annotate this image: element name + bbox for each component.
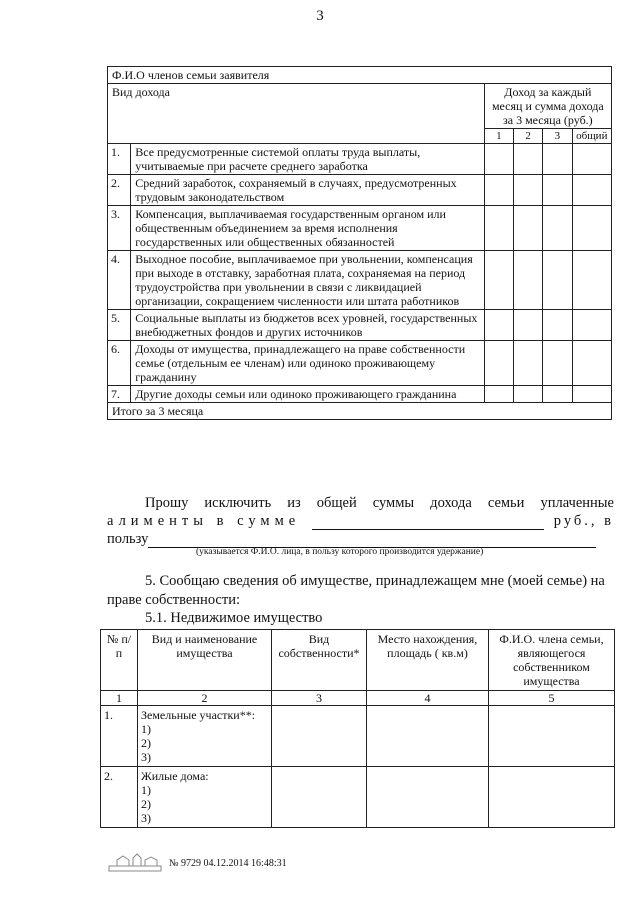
amount-cell[interactable]	[514, 206, 543, 251]
income-type: Доходы от имущества, принадлежащего на праве собственности семье (отдельным ее членам) или одиноко проживающему гражданину	[131, 341, 485, 386]
row-number: 4.	[108, 251, 131, 310]
income-type-header: Вид дохода	[108, 84, 485, 144]
amount-cell[interactable]	[543, 175, 572, 206]
table-row	[101, 706, 615, 767]
registry-stamp-icon	[107, 852, 163, 874]
property-type	[138, 767, 272, 828]
amount-cell[interactable]	[514, 144, 543, 175]
month-col-1: 1	[484, 129, 513, 144]
alimony-beneficiary-label: пользу	[107, 531, 149, 547]
total-cell[interactable]	[572, 341, 611, 386]
amount-cell[interactable]	[484, 251, 513, 310]
amount-cell[interactable]	[543, 206, 572, 251]
list-item: 1)	[141, 783, 151, 797]
row-number: 6.	[108, 341, 131, 386]
total-cell[interactable]	[572, 206, 611, 251]
total-cell[interactable]	[572, 251, 611, 310]
property-table	[100, 629, 615, 828]
owner-cell[interactable]	[489, 706, 615, 767]
amount-cell[interactable]	[543, 310, 572, 341]
amount-cell[interactable]	[484, 341, 513, 386]
footer	[107, 852, 287, 874]
table-row	[101, 767, 615, 828]
amount-cell[interactable]	[484, 206, 513, 251]
amount-cell[interactable]	[543, 341, 572, 386]
section-5-1-title: 5.1. Недвижимое имущество	[145, 610, 323, 626]
total-row: Итого за 3 месяца	[108, 403, 612, 420]
row-number: 3.	[108, 206, 131, 251]
total-cell[interactable]	[572, 144, 611, 175]
amount-cell[interactable]	[514, 386, 543, 403]
month-col-total: общий	[572, 129, 611, 144]
ownership-cell[interactable]	[272, 767, 367, 828]
col-number: 3	[272, 691, 367, 706]
table-row	[108, 386, 612, 403]
page-number: 3	[316, 8, 324, 24]
property-type	[138, 706, 272, 767]
amount-cell[interactable]	[484, 144, 513, 175]
document-reference: № 9729 04.12.2014 16:48:31	[169, 857, 287, 869]
table-row	[108, 251, 612, 310]
location-cell[interactable]	[367, 767, 489, 828]
header-location-area: Место нахождения, площадь ( кв.м)	[367, 630, 489, 691]
alimony-beneficiary-field[interactable]	[148, 533, 596, 548]
amount-cell[interactable]	[543, 251, 572, 310]
owner-cell[interactable]	[489, 767, 615, 828]
income-amount-header: Доход за каждый месяц и сумма дохода за 3 месяца (руб.)	[484, 84, 611, 129]
income-table	[107, 66, 612, 420]
section-5-text	[107, 572, 614, 610]
header-number: № п/п	[101, 630, 138, 691]
amount-cell[interactable]	[514, 341, 543, 386]
income-type: Компенсация, выплачиваемая государственным органом или общественным объединением за время исполнения государственных или общественных обязанностей	[131, 206, 485, 251]
list-item: 3)	[141, 750, 151, 764]
table-row	[108, 175, 612, 206]
ownership-cell[interactable]	[272, 706, 367, 767]
amount-cell[interactable]	[484, 175, 513, 206]
row-number: 2.	[108, 175, 131, 206]
amount-cell[interactable]	[543, 144, 572, 175]
total-cell[interactable]	[572, 175, 611, 206]
amount-cell[interactable]	[514, 251, 543, 310]
property-category: Земельные участки**:	[141, 708, 256, 722]
list-item: 1)	[141, 722, 151, 736]
row-number: 1.	[108, 144, 131, 175]
income-type: Средний заработок, сохраняемый в случаях, предусмотренных трудовым законодательством	[131, 175, 485, 206]
table-row	[108, 310, 612, 341]
beneficiary-caption: (указывается Ф.И.О. лица, в пользу которого производится удержание)	[196, 547, 484, 557]
property-category: Жилые дома:	[141, 769, 209, 783]
total-cell[interactable]	[572, 310, 611, 341]
list-item: 2)	[141, 736, 151, 750]
list-item: 3)	[141, 811, 151, 825]
row-number: 1.	[101, 706, 138, 767]
income-type: Все предусмотренные системой оплаты труда выплаты, учитываемые при расчете среднего заработка	[131, 144, 485, 175]
col-number: 5	[489, 691, 615, 706]
row-number: 7.	[108, 386, 131, 403]
income-type: Другие доходы семьи или одиноко проживающего гражданина	[131, 386, 485, 403]
amount-cell[interactable]	[484, 386, 513, 403]
amount-cell[interactable]	[543, 386, 572, 403]
col-number: 4	[367, 691, 489, 706]
header-property-type: Вид и наименование имущества	[138, 630, 272, 691]
total-cell[interactable]	[572, 386, 611, 403]
section-5-label: 5. Сообщаю сведения об имуществе, принадлежащем мне (моей семье) на праве собственности:	[107, 573, 605, 608]
col-number: 2	[138, 691, 272, 706]
alimony-amount-label: алименты в сумме	[107, 513, 301, 529]
table-row	[108, 144, 612, 175]
amount-cell[interactable]	[484, 310, 513, 341]
amount-cell[interactable]	[514, 175, 543, 206]
month-col-3: 3	[543, 129, 572, 144]
header-owner-name: Ф.И.О. члена семьи, являющегося собственником имущества	[489, 630, 615, 691]
alimony-currency-label: руб., в	[553, 513, 614, 529]
col-number: 1	[101, 691, 138, 706]
amount-cell[interactable]	[514, 310, 543, 341]
alimony-amount-field[interactable]	[312, 515, 544, 530]
row-number: 5.	[108, 310, 131, 341]
alimony-paragraph	[107, 494, 614, 548]
row-number: 2.	[101, 767, 138, 828]
income-type: Выходное пособие, выплачиваемое при увольнении, компенсация при выходе в отставку, заработная плата, сохраняемая на период трудоустройства при увольнении в связи с ликвидацией организации, сокращением численности или штата работников	[131, 251, 485, 310]
table-row	[108, 206, 612, 251]
family-header: Ф.И.О членов семьи заявителя	[108, 67, 612, 84]
alimony-line-1: Прошу исключить из общей суммы дохода семьи уплаченные	[145, 495, 614, 511]
location-cell[interactable]	[367, 706, 489, 767]
income-type: Социальные выплаты из бюджетов всех уровней, государственных внебюджетных фондов и других источников	[131, 310, 485, 341]
table-row	[108, 341, 612, 386]
header-ownership-type: Вид собственности*	[272, 630, 367, 691]
month-col-2: 2	[514, 129, 543, 144]
list-item: 2)	[141, 797, 151, 811]
